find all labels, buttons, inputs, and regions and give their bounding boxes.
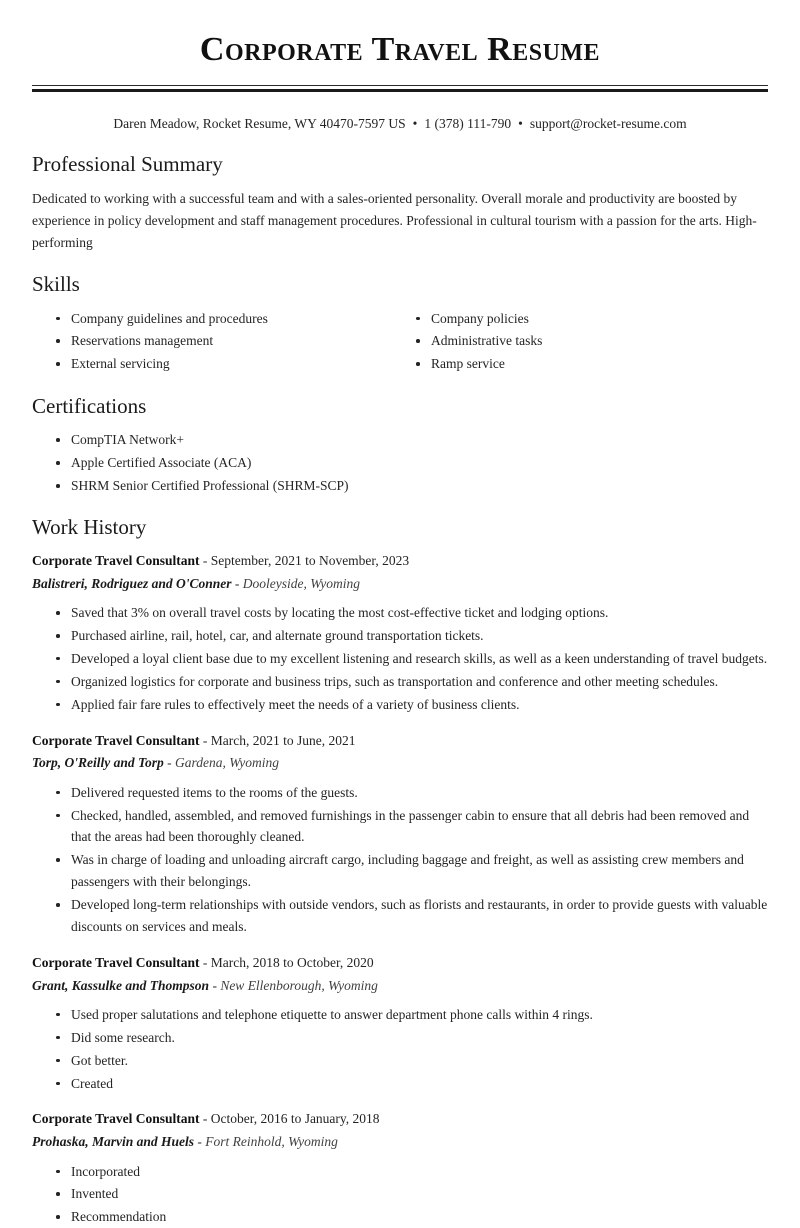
section-heading-skills: Skills <box>32 272 80 297</box>
work-history-entry <box>32 952 768 1095</box>
list-item: Incorporated <box>54 1161 768 1183</box>
list-item: Developed a loyal client base due to my excellent listening and research skills, as well as a keen understanding of travel budgets. <box>54 648 768 670</box>
job-title-line <box>32 1108 768 1131</box>
job-dash: - <box>197 1134 202 1150</box>
job-role: Corporate Travel Consultant <box>32 954 200 970</box>
skills-list-right <box>400 308 768 376</box>
section-professional-summary <box>32 152 768 254</box>
work-history-entry <box>32 550 768 716</box>
list-item: Recommendation <box>54 1206 768 1228</box>
job-dash: - <box>202 732 208 748</box>
job-location: Fort Reinhold, Wyoming <box>205 1134 338 1150</box>
work-history-entry <box>32 730 768 938</box>
list-item: Applied fair fare rules to effectively meet the needs of a variety of business clients. <box>54 694 768 716</box>
job-location: Gardena, Wyoming <box>175 755 280 771</box>
job-bullets <box>32 1004 768 1094</box>
contact-email: support@rocket-resume.com <box>529 116 687 132</box>
contact-info <box>32 114 768 134</box>
job-location: New Ellenborough, Wyoming <box>220 977 378 993</box>
page-title: Corporate Travel Resume <box>199 31 601 68</box>
job-dates: September, 2021 to November, 2023 <box>210 553 410 569</box>
contact-separator-1: • <box>412 116 418 132</box>
job-dash: - <box>212 977 217 993</box>
list-item: Developed long-term relationships with outside vendors, such as florists and restaurants, in order to provide guests with valuable discounts on services and meals. <box>54 894 768 938</box>
job-role: Corporate Travel Consultant <box>32 553 200 569</box>
list-item: Company guidelines and procedures <box>54 308 400 330</box>
list-item: Saved that 3% on overall travel costs by locating the most cost-effective ticket and lodging options. <box>54 602 768 624</box>
job-dash: - <box>202 1111 208 1127</box>
list-item: Purchased airline, rail, hotel, car, and alternate ground transportation tickets. <box>54 625 768 647</box>
contact-separator-2: • <box>518 116 523 132</box>
list-item: Company policies <box>414 308 768 330</box>
list-item: Invented <box>54 1183 768 1205</box>
job-company-line <box>32 975 768 997</box>
section-heading-work-history: Work History <box>32 514 147 539</box>
job-location: Dooleyside, Wyoming <box>242 575 361 591</box>
job-company: Torp, O'Reilly and Torp <box>32 755 164 771</box>
skills-column-right <box>400 308 768 377</box>
list-item: SHRM Senior Certified Professional (SHRM-SCP) <box>54 475 768 497</box>
job-title-line <box>32 550 768 573</box>
list-item: CompTIA Network+ <box>54 429 768 451</box>
list-item: Delivered requested items to the rooms of the guests. <box>54 782 768 804</box>
certifications-list <box>32 429 768 497</box>
work-history-entry <box>32 1108 768 1228</box>
list-item: Got better. <box>54 1050 768 1072</box>
section-heading-summary: Professional Summary <box>32 152 223 177</box>
job-bullets <box>32 1161 768 1228</box>
list-item: Did some research. <box>54 1027 768 1049</box>
job-dates: March, 2018 to October, 2020 <box>210 954 374 970</box>
section-skills <box>32 272 768 376</box>
job-company: Balistreri, Rodriguez and O'Conner <box>32 575 232 591</box>
contact-phone: 1 (378) 111-790 <box>424 116 512 132</box>
list-item: Reservations management <box>54 330 400 352</box>
job-dates: October, 2016 to January, 2018 <box>210 1111 380 1127</box>
skills-column-left <box>32 308 400 377</box>
job-company: Prohaska, Marvin and Huels <box>32 1134 195 1150</box>
list-item: Ramp service <box>414 353 768 375</box>
job-dash: - <box>202 553 208 569</box>
job-company-line <box>32 752 768 774</box>
list-item: Organized logistics for corporate and business trips, such as transportation and conference and other meeting schedules. <box>54 671 768 693</box>
job-bullets <box>32 602 768 715</box>
list-item: Apple Certified Associate (ACA) <box>54 452 768 474</box>
job-bullets <box>32 782 768 938</box>
header-divider <box>32 85 768 92</box>
list-item: Created <box>54 1073 768 1095</box>
divider-thick-line <box>32 89 768 92</box>
section-work-history <box>32 515 768 1228</box>
job-company-line <box>32 573 768 595</box>
job-dates: March, 2021 to June, 2021 <box>210 732 356 748</box>
job-dash: - <box>202 954 208 970</box>
job-title-line <box>32 952 768 975</box>
list-item: Checked, handled, assembled, and removed furnishings in the passenger cabin to ensure that all debris had been removed and that the areas had been thoroughly cleaned. <box>54 805 768 849</box>
job-dash: - <box>167 755 172 771</box>
job-dash: - <box>234 575 240 591</box>
job-title-line <box>32 730 768 753</box>
section-heading-certifications: Certifications <box>32 394 147 419</box>
job-role: Corporate Travel Consultant <box>32 732 200 748</box>
summary-paragraph: Dedicated to working with a successful team and with a sales-oriented personality. Overall morale and productivity are boosted by experience in policy development and staff management procedures. Professional in cultural tourism with a passion for the arts. High-performing <box>32 190 757 251</box>
job-company: Grant, Kassulke and Thompson <box>32 977 210 993</box>
skills-columns <box>32 308 768 377</box>
job-company-line <box>32 1131 768 1153</box>
job-role: Corporate Travel Consultant <box>32 1111 200 1127</box>
list-item: External servicing <box>54 353 400 375</box>
list-item: Administrative tasks <box>414 330 768 352</box>
section-certifications <box>32 394 768 497</box>
skills-list-left <box>32 308 400 376</box>
list-item: Used proper salutations and telephone etiquette to answer department phone calls within 4 rings. <box>54 1004 768 1026</box>
list-item: Was in charge of loading and unloading aircraft cargo, including baggage and freight, as well as assisting crew members and passengers with their belongings. <box>54 849 768 893</box>
contact-name-address: Daren Meadow, Rocket Resume, WY 40470-7597 US <box>113 116 406 132</box>
